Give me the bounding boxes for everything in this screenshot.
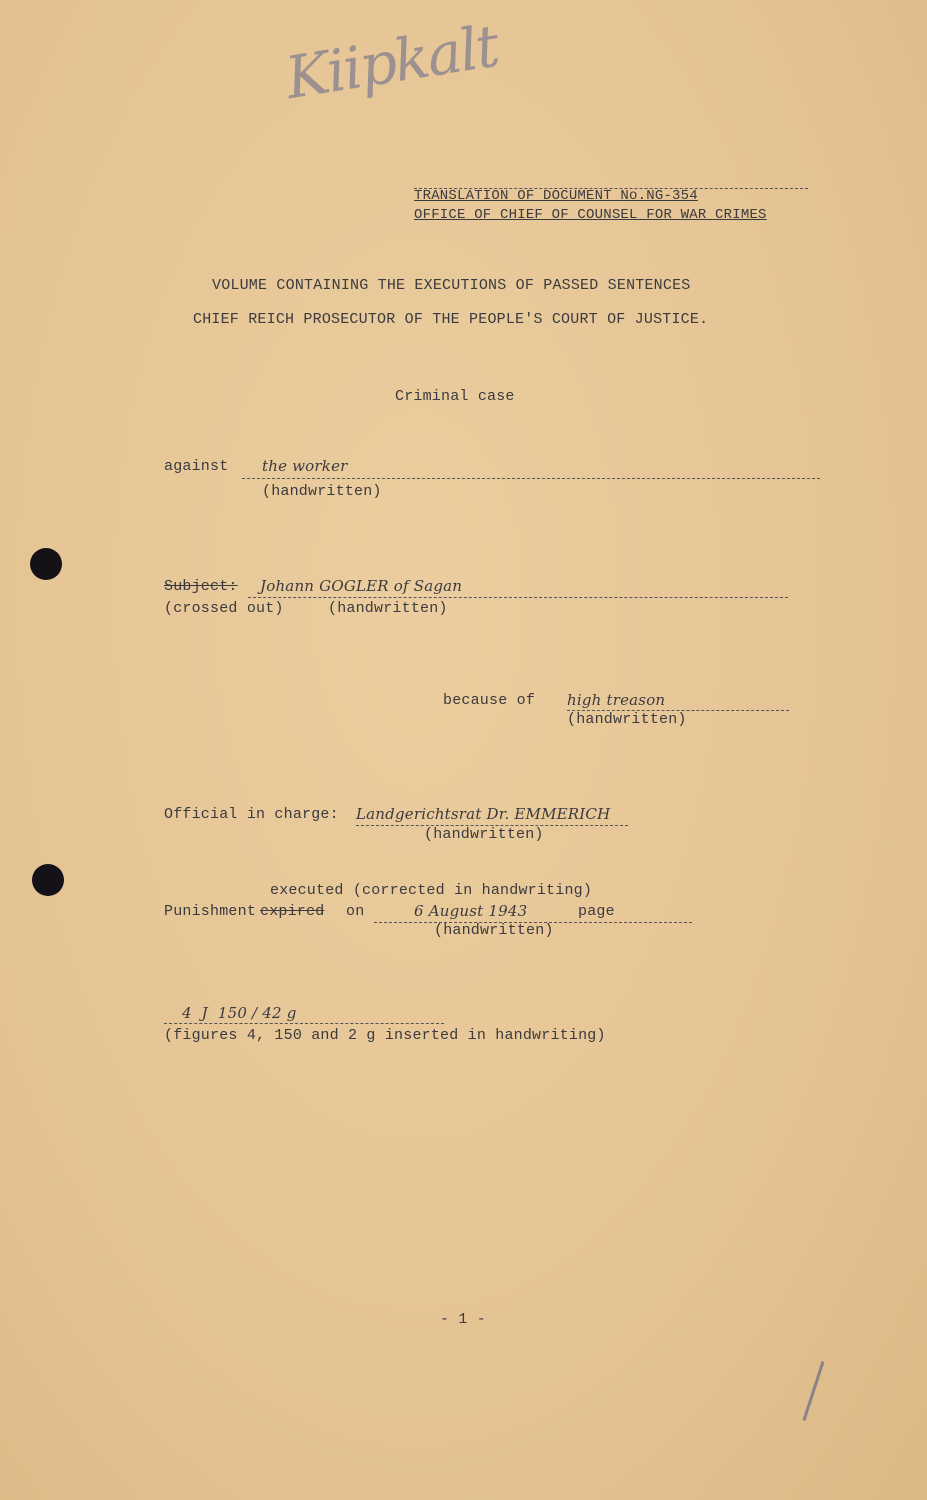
- punishment-on: on: [346, 903, 365, 920]
- because-note: (handwritten): [567, 711, 687, 728]
- punch-hole-bottom: [32, 864, 64, 896]
- file-number-note: (figures 4, 150 and 2 g inserted in handwriting): [164, 1027, 606, 1044]
- punishment-struck-word: expired: [260, 903, 325, 920]
- file-number: 4 J 150 / 42 g: [182, 1004, 297, 1022]
- subject-rule: [248, 597, 788, 598]
- punishment-date: 6 August 1943: [414, 902, 528, 920]
- official-note: (handwritten): [424, 826, 544, 843]
- punch-hole-top: [30, 548, 62, 580]
- pencil-mark: [802, 1361, 824, 1421]
- header-line-2: OFFICE OF CHIEF OF COUNSEL FOR WAR CRIMES: [414, 207, 767, 223]
- punishment-note: (handwritten): [434, 922, 554, 939]
- subject-handwritten-note: (handwritten): [328, 600, 448, 617]
- title-line-2: CHIEF REICH PROSECUTOR OF THE PEOPLE'S COURT OF JUSTICE.: [193, 311, 709, 328]
- against-note: (handwritten): [262, 483, 382, 500]
- file-number-rule: [164, 1023, 444, 1024]
- against-rule: [242, 478, 820, 479]
- against-value: the worker: [262, 457, 348, 475]
- page-number: - 1 -: [440, 1311, 487, 1328]
- subject-value: Johann GOGLER of Sagan: [260, 577, 463, 595]
- punishment-correction: executed (corrected in handwriting): [270, 882, 593, 899]
- because-value: high treason: [567, 691, 666, 709]
- because-label: because of: [443, 692, 536, 709]
- punishment-label: Punishment: [164, 903, 257, 920]
- official-value: Landgerichtsrat Dr. EMMERICH: [356, 805, 611, 823]
- handwritten-signature: Kiipkalt: [280, 11, 503, 113]
- header-line-1: TRANSLATION OF DOCUMENT No.NG-354: [414, 188, 698, 204]
- official-label: Official in charge:: [164, 806, 339, 823]
- header-top-rule: [414, 188, 808, 189]
- punishment-page-label: page: [578, 903, 615, 920]
- against-label: against: [164, 458, 229, 475]
- subject-crossed-note: (crossed out): [164, 600, 284, 617]
- title-line-1: VOLUME CONTAINING THE EXECUTIONS OF PASSED SENTENCES: [212, 277, 691, 294]
- case-label: Criminal case: [395, 388, 515, 405]
- subject-label: Subject:: [164, 578, 238, 595]
